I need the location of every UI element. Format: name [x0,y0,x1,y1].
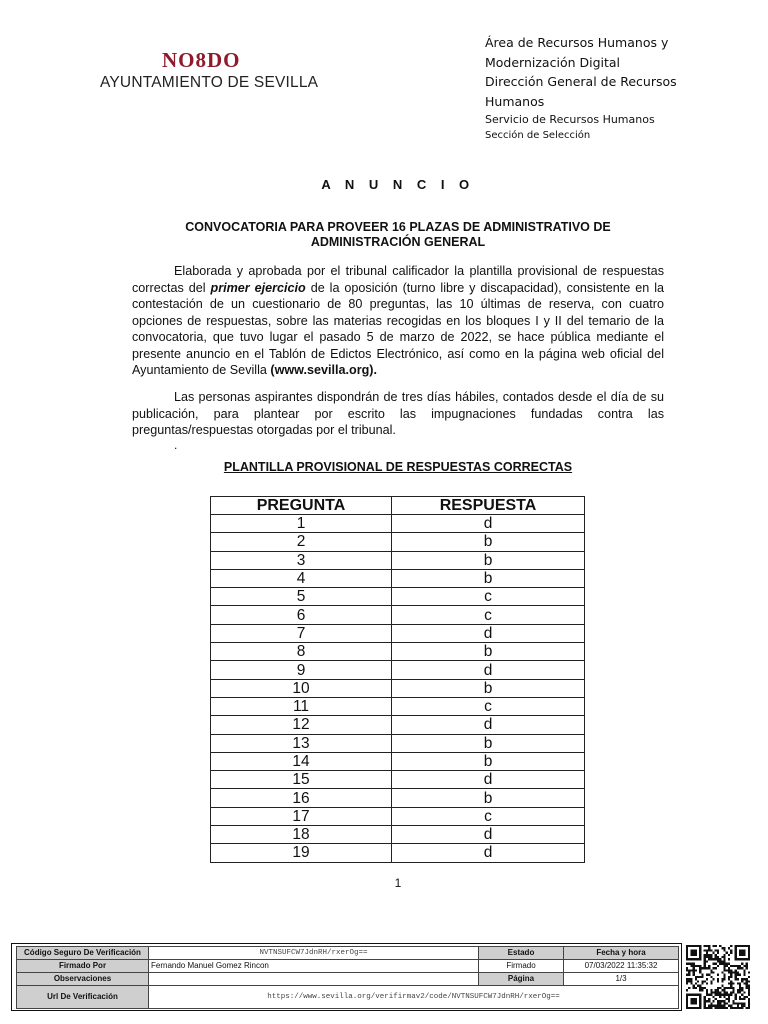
template-title-text: PLANTILLA PROVISIONAL DE RESPUESTAS CORRECTAS [223,460,573,474]
firmado-por-label: Firmado Por [17,960,149,973]
answer-letter: d [392,661,585,679]
answer-row [211,826,585,844]
answer-letter: b [392,752,585,770]
question-number: 4 [211,569,392,587]
header-respuesta: RESPUESTA [392,497,585,515]
answer-letter: c [392,807,585,825]
pagina-value: 1/3 [564,973,679,986]
question-number: 3 [211,551,392,569]
paragraph-announcement [132,263,664,379]
answer-letter: c [392,697,585,715]
question-number: 17 [211,807,392,825]
csv-label: Código Seguro De Verificación [17,947,149,960]
answer-letter: b [392,789,585,807]
answer-letter: b [392,679,585,697]
ayuntamiento-logo [96,44,319,100]
dot-mark: . [174,438,178,452]
question-number: 13 [211,734,392,752]
answer-row [211,643,585,661]
url-label: Url De Verificación [17,986,149,1009]
question-number: 5 [211,588,392,606]
answer-row [211,551,585,569]
p1-website: (www.sevilla.org). [270,363,377,377]
question-number: 11 [211,697,392,715]
verification-table [16,946,679,1009]
question-number: 16 [211,789,392,807]
answer-letter: d [392,826,585,844]
verification-url[interactable]: https://www.sevilla.org/verifirmav2/code/NVTNSUFCW7JdnRH/rxerOg== [149,986,679,1009]
p1-text-b: de la oposición (turno libre y discapacidad), consistente en la contestación de un cuestionario de 80 preguntas, las 10 últimas de reserva, con cuatro opciones de respuestas, sobre las materias recogidas en los bloques I y II del temario de la convocatoria, que tuvo lugar el pasado 5 de marzo de 2022, se hace pública mediante el presente anuncio en el Tablón de Edictos Electrónico, así como en la página web oficial del Ayuntamiento de Sevilla [132,280,664,377]
answer-row [211,661,585,679]
qr-code-icon [686,945,750,1009]
area-line2: Modernización Digital [485,54,621,70]
question-number: 2 [211,533,392,551]
p2-text: Las personas aspirantes dispondrán de tres días hábiles, contados desde el día de su publicación, para plantear por escrito las impugnaciones fundadas contra las preguntas/respuestas otorgadas por el tribunal. [132,390,664,437]
question-number: 6 [211,606,392,624]
question-number: 10 [211,679,392,697]
answer-letter: d [392,624,585,642]
seccion-line: Sección de Selección [485,130,591,141]
p1-emphasis: primer ejercicio [210,280,306,295]
document-title: A N U N C I O [321,177,475,192]
question-number: 19 [211,844,392,862]
csv-value: NVTNSUFCW7JdnRH/rxerOg== [149,947,479,960]
question-number: 15 [211,771,392,789]
template-title [0,460,768,474]
question-number: 14 [211,752,392,770]
department-header [485,33,755,144]
logo-ayuntamiento: AYUNTAMIENTO DE SEVILLA [100,74,319,91]
answer-letter: b [392,533,585,551]
answer-row [211,533,585,551]
answer-row [211,679,585,697]
answer-row [211,606,585,624]
fecha-label: Fecha y hora [564,947,679,960]
p1-text-a: Elaborada y aprobada por el tribunal calificador la plantilla provisional de respuestas correctas del [132,264,664,295]
answer-letter: c [392,588,585,606]
direccion-line1: Dirección General de Recursos [485,74,677,89]
area-line1: Área de Recursos Humanos y [485,35,669,50]
answer-row [211,624,585,642]
answer-row [211,716,585,734]
answer-row [211,807,585,825]
question-number: 18 [211,826,392,844]
firmante-value: Fernando Manuel Gomez Rincon [149,960,479,973]
answer-letter: d [392,716,585,734]
answer-row [211,697,585,715]
estado-label: Estado [479,947,564,960]
answer-letter: c [392,606,585,624]
header-pregunta: PREGUNTA [211,497,392,515]
answer-letter: d [392,844,585,862]
answer-letter: b [392,643,585,661]
direccion-line2: Humanos [485,93,545,109]
answer-row [211,569,585,587]
answer-row [211,515,585,533]
answer-letter: d [392,771,585,789]
convocatoria-subject: CONVOCATORIA PARA PROVEER 16 PLAZAS DE ADMINISTRATIVO DE ADMINISTRACIÓN GENERAL [185,220,611,249]
answers-header-row [211,497,585,515]
answer-row [211,771,585,789]
answer-row [211,789,585,807]
answer-row [211,844,585,862]
observaciones-label: Observaciones [17,973,149,986]
answer-letter: b [392,551,585,569]
observaciones-value [149,973,479,986]
answer-letter: b [392,569,585,587]
question-number: 12 [211,716,392,734]
question-number: 7 [211,624,392,642]
servicio-line: Servicio de Recursos Humanos [485,113,655,126]
paragraph-impugnaciones [132,389,664,439]
estado-value: Firmado [479,960,564,973]
answer-row [211,734,585,752]
page-number: 1 [394,876,402,890]
verification-footer [11,943,682,1011]
fecha-value: 07/03/2022 11:35:32 [564,960,679,973]
question-number: 8 [211,643,392,661]
logo-nodo: NO8DO [162,48,241,72]
question-number: 9 [211,661,392,679]
answer-row [211,588,585,606]
answer-row [211,752,585,770]
answer-letter: b [392,734,585,752]
question-number: 1 [211,515,392,533]
answer-letter: d [392,515,585,533]
pagina-label: Página [479,973,564,986]
answers-table [210,496,585,863]
